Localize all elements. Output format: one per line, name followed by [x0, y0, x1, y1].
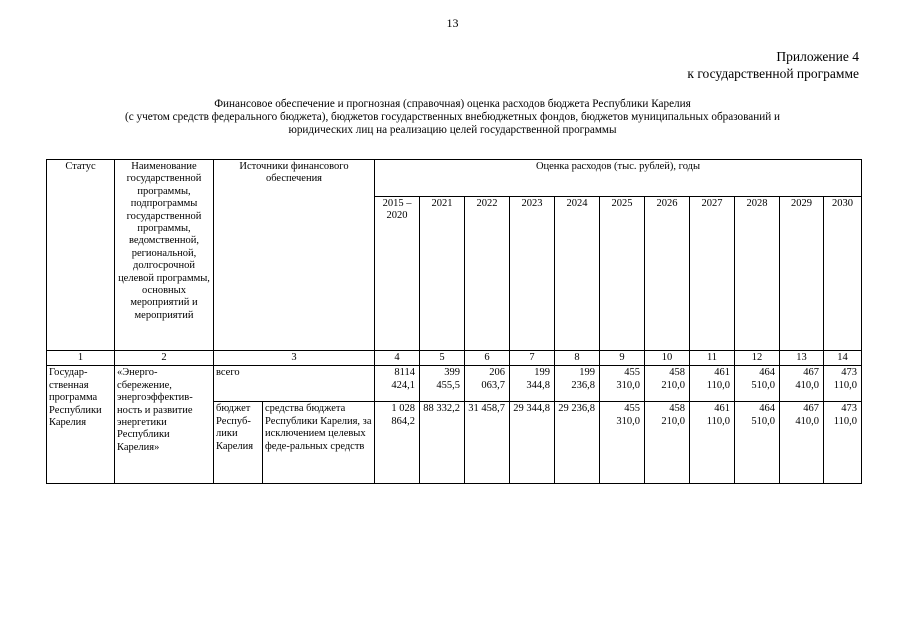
year-header: 2024	[555, 197, 600, 351]
column-number: 12	[735, 351, 780, 366]
table-row-total	[47, 366, 862, 402]
value-cell: 199 344,8	[510, 366, 555, 402]
appendix-line-1: Приложение 4	[776, 49, 859, 64]
program-status: Государ-ственная программа Республики Карелия	[47, 366, 115, 484]
value-cell: 8114 424,1	[375, 366, 420, 402]
column-number: 6	[465, 351, 510, 366]
year-header: 2023	[510, 197, 555, 351]
column-number-row	[47, 351, 862, 366]
column-number: 13	[780, 351, 824, 366]
year-header: 2026	[645, 197, 690, 351]
program-name: «Энерго-сбережение, энергоэффектив-ность и развитие энергетики Республики Карелия»	[115, 366, 214, 484]
header-row-1	[47, 160, 862, 197]
source-total: всего	[214, 366, 375, 402]
value-cell: 461 110,0	[690, 366, 735, 402]
year-header: 2025	[600, 197, 645, 351]
value-cell: 467 410,0	[780, 366, 824, 402]
column-number: 4	[375, 351, 420, 366]
value-cell: 1 028 864,2	[375, 402, 420, 484]
year-header: 2027	[690, 197, 735, 351]
value-cell: 464 510,0	[735, 402, 780, 484]
value-cell: 467 410,0	[780, 402, 824, 484]
value-cell: 461 110,0	[690, 402, 735, 484]
value-cell: 473 110,0	[824, 366, 862, 402]
value-cell: 29 344,8	[510, 402, 555, 484]
title-line-2: (с учетом средств федерального бюджета), бюджетов государственных внебюджетных фондов, бюджетов муниципальных образований и	[124, 111, 780, 124]
header-status: Статус	[47, 160, 115, 351]
title-line-3: юридических лиц на реализацию целей государственной программы	[288, 124, 617, 137]
header-sources: Источники финансового обеспечения	[214, 160, 375, 351]
value-cell: 199 236,8	[555, 366, 600, 402]
title-line-1: Финансовое обеспечение и прогнозная (справочная) оценка расходов бюджета Республики Карелия	[214, 98, 691, 110]
year-header: 2029	[780, 197, 824, 351]
appendix-line-2: к государственной программе	[687, 66, 859, 81]
value-cell: 399 455,5	[420, 366, 465, 402]
year-header: 2022	[465, 197, 510, 351]
value-cell: 458 210,0	[645, 402, 690, 484]
value-cell: 458 210,0	[645, 366, 690, 402]
value-cell: 88 332,2	[420, 402, 465, 484]
column-number: 14	[824, 351, 862, 366]
appendix-caption	[687, 48, 859, 82]
column-number: 10	[645, 351, 690, 366]
value-cell: 206 063,7	[465, 366, 510, 402]
column-number: 9	[600, 351, 645, 366]
value-cell: 455 310,0	[600, 402, 645, 484]
value-cell: 31 458,7	[465, 402, 510, 484]
header-name: Наименование государственной программы, подпрограммы государственной программы, ведомственной, региональной, долгосрочной целевой программы, основных мероприятий и мероприятий	[115, 160, 214, 351]
document-title	[40, 98, 865, 138]
page-number: 13	[446, 16, 459, 30]
column-number: 2	[115, 351, 214, 366]
column-number: 8	[555, 351, 600, 366]
value-cell: 29 236,8	[555, 402, 600, 484]
header-estimate: Оценка расходов (тыс. рублей), годы	[375, 160, 862, 197]
column-number: 5	[420, 351, 465, 366]
source-group: бюджет Респуб-лики Карелия	[214, 402, 263, 484]
value-cell: 464 510,0	[735, 366, 780, 402]
year-header: 2015 – 2020	[375, 197, 420, 351]
column-number: 7	[510, 351, 555, 366]
year-header: 2021	[420, 197, 465, 351]
year-header: 2028	[735, 197, 780, 351]
value-cell: 455 310,0	[600, 366, 645, 402]
year-header: 2030	[824, 197, 862, 351]
source-detail: средства бюджета Республики Карелия, за исключением целевых феде-ральных средств	[263, 402, 375, 484]
column-number: 11	[690, 351, 735, 366]
column-number: 1	[47, 351, 115, 366]
column-number: 3	[214, 351, 375, 366]
value-cell: 473 110,0	[824, 402, 862, 484]
budget-table	[46, 159, 862, 484]
